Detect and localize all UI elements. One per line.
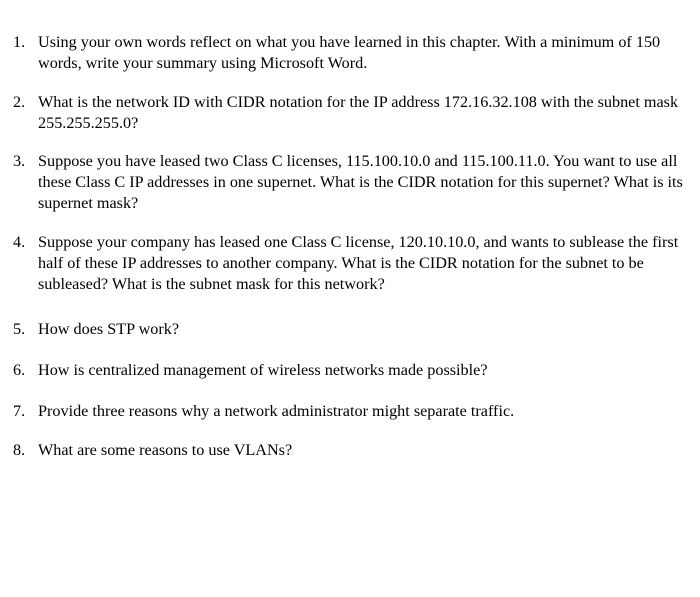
question-number: 8. xyxy=(13,441,26,459)
question-number: 6. xyxy=(13,361,26,379)
question-item-3 xyxy=(13,151,685,214)
question-item-6 xyxy=(13,360,685,381)
question-number: 5. xyxy=(13,320,26,338)
question-text: Suppose your company has leased one Class C license, 120.10.10.0, and wants to sublease the first half of these IP addresses to another company. What is the CIDR notation for the subnet to be subleased? What is the subnet mask for this network? xyxy=(38,233,679,293)
question-text: Provide three reasons why a network administrator might separate traffic. xyxy=(38,402,515,420)
question-item-7 xyxy=(13,401,685,422)
question-item-8 xyxy=(13,440,685,461)
question-number: 4. xyxy=(13,233,26,251)
question-text: How is centralized management of wireless networks made possible? xyxy=(38,361,488,379)
question-text: How does STP work? xyxy=(38,320,180,338)
question-number: 7. xyxy=(13,402,26,420)
question-text: Suppose you have leased two Class C licenses, 115.100.10.0 and 115.100.11.0. You want to use all these Class C IP addresses in one supernet. What is the CIDR notation for this supernet? What is its supernet mask? xyxy=(38,152,683,212)
question-number: 1. xyxy=(13,33,26,51)
question-text: What is the network ID with CIDR notation for the IP address 172.16.32.108 with the subnet mask 255.255.255.0? xyxy=(38,93,679,132)
question-text: What are some reasons to use VLANs? xyxy=(38,441,293,459)
question-text: Using your own words reflect on what you have learned in this chapter. With a minimum of 150 words, write your summary using Microsoft Word. xyxy=(38,33,661,72)
question-number: 2. xyxy=(13,93,26,111)
question-item-1 xyxy=(13,32,685,74)
question-item-2 xyxy=(13,92,685,134)
question-number: 3. xyxy=(13,152,26,170)
question-item-5 xyxy=(13,319,685,340)
question-item-4 xyxy=(13,232,685,295)
